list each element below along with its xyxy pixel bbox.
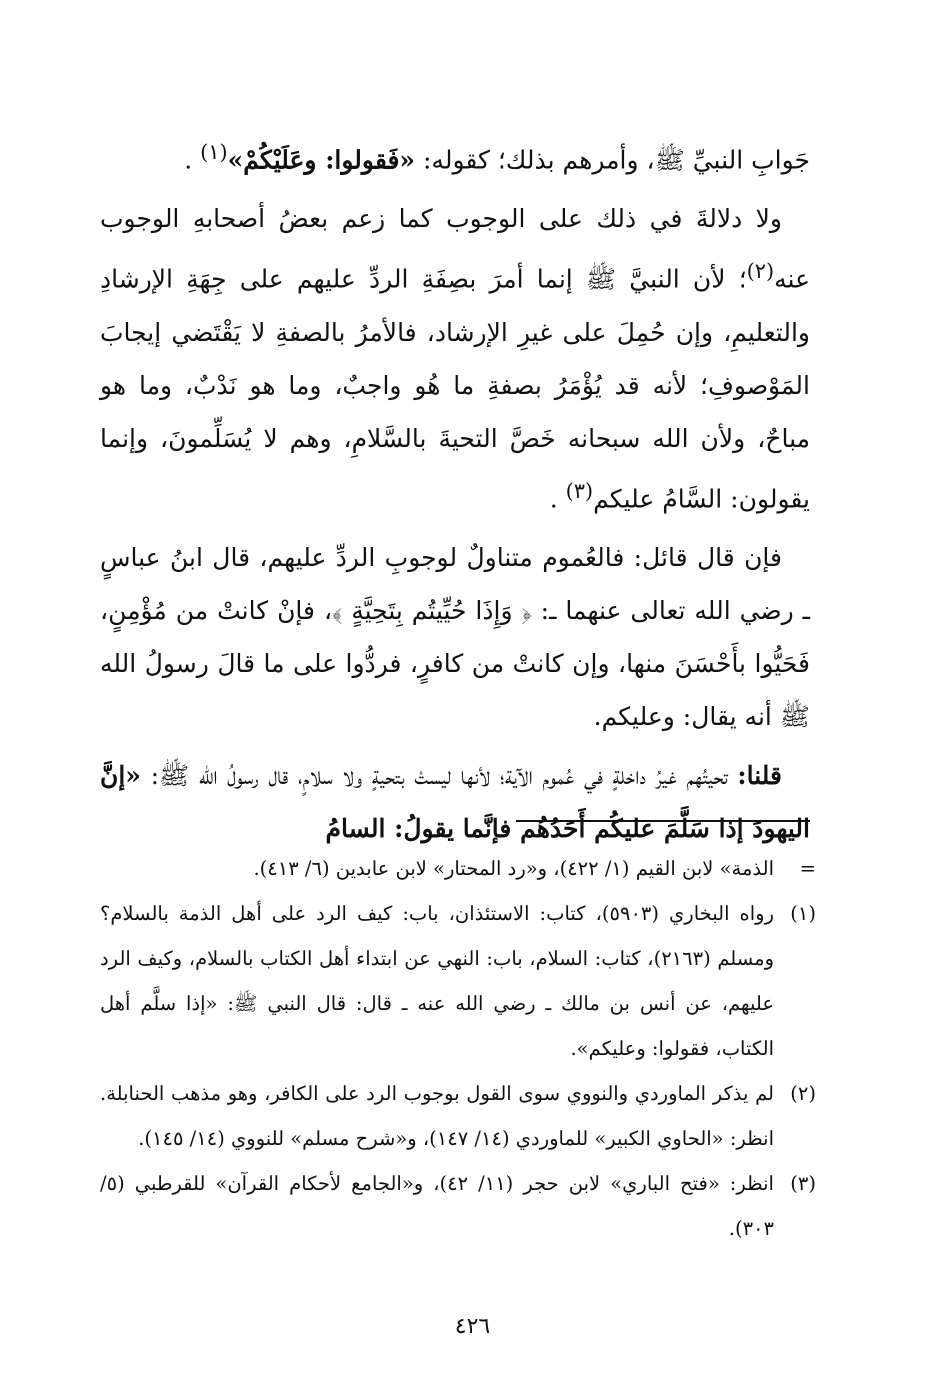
paragraph-2-text-a: ولا دلالةَ في ذلك على الوجوب كما زعم بعضُ أصحابهِ الوجوب عنه (100, 204, 810, 294)
paragraph-4-lead: قلنا: (737, 760, 782, 790)
paragraph-4-text: تحيتُهم غيرُ داخلةٍ في عُموم الآية؛ لأنها ليستْ بتحيةٍ ولا سلامٍ، قال رسولُ الله ﷺ: (140, 760, 738, 790)
footnote-ref-1: (١) (200, 140, 228, 164)
paragraph-1-end: . (184, 145, 201, 175)
footnote-number: = (799, 857, 816, 880)
main-text (100, 126, 810, 855)
footnotes (100, 846, 816, 1251)
paragraph-2-text-b: ؛ لأن النبيَّ ﷺ إنما أمرَ بصِفَةِ الردِّ عليهم على جِهَةِ الإرشادِ والتعليمِ، وإن حُمِلَ على غيرِ الإرشاد، فالأمرُ بالصفةِ لا يَقْتَضي إيجابَ المَوْصوفِ؛ لأنه قد يُؤْمَرُ بصفةِ ما هُو واجبٌ، وما هو نَدْبٌ، وما هو مباحٌ، ولأن الله سبحانه خَصَّ التحيةَ بالسَّلامِ، وهم لا يُسَلِّمونَ، وإنما يقولون: السَّامُ عليكم (100, 264, 810, 513)
footnote-number: (١) (790, 902, 816, 925)
footnote-text: رواه البخاري (٥٩٠٣)، كتاب: الاستئذان، باب: كيف الرد على أهل الذمة بالسلام؟ ومسلم (٢١٦٣)، كتاب: السلام، باب: النهي عن ابتداء أهل الكتاب بالسلام، وكيف الرد عليهم، عن أنس بن مالك ـ رضي الله عنه ـ قال: قال النبي ﷺ: «إذا سلَّم أهل الكتاب، فقولوا: وعليكم». (100, 902, 775, 1060)
footnote-2 (100, 1071, 816, 1161)
page-number: ٤٢٦ (454, 1314, 491, 1339)
footnote-number: (٣) (790, 1172, 816, 1195)
footnote-1 (100, 891, 816, 1071)
paragraph-1-text: جَوابِ النبيِّ ﷺ، وأمرهم بذلك؛ كقوله: (415, 145, 810, 175)
footnote-divider (516, 820, 810, 822)
footnote-text: لم يذكر الماوردي والنووي سوى القول بوجوب الرد على الكافر، وهو مذهب الحنابلة. انظر: «الحاوي الكبير» للماوردي (١٤/ ١٤٧)، و«شرح مسلم» للنووي (١٤/ ١٤٥). (100, 1082, 774, 1150)
footnote-text: الذمة» لابن القيم (١/ ٤٢٢)، و«رد المحتار» لابن عابدين (٦/ ٤١٣). (253, 857, 774, 880)
footnote-ref-3: (٣) (565, 478, 594, 503)
paragraph-2-end: . (549, 483, 566, 513)
hadith-quote-2: «إنَّ اليهودَ إذا سَلَّمَ عليكُم أَحَدُهُم فإنَّما يقولُ: السامُ (100, 760, 810, 843)
paragraph-2 (100, 192, 810, 525)
paragraph-3: فإن قال قائل: فالعُموم متناولٌ لوجوبِ الردِّ عليهم، قال ابنُ عباسٍ ـ رضي الله تعالى عنهما ـ: ﴿ وَإِذَا حُيِّيتُم بِتَحِيَّةٍ ﴾، فإنْ كانتْ من مُؤْمِنٍ، فَحَيُّوا بأَحْسَنَ منها، وإن كانتْ من كافرٍ، فردُّوا على ما قالَ رسولُ الله ﷺ أنه يقال: وعليكم. (100, 542, 810, 731)
hadith-quote: «فَقولوا: وعَلَيْكُمْ» (227, 145, 416, 175)
footnote-3 (100, 1161, 816, 1251)
footnote-number: (٢) (790, 1082, 816, 1105)
footnote-text: انظر: «فتح الباري» لابن حجر (١١/ ٤٢)، و«الجامع لأحكام القرآن» للقرطبي (٥/ ٣٠٣). (100, 1172, 774, 1240)
paragraph-1 (100, 126, 810, 186)
paragraph-4 (100, 749, 810, 855)
footnote-continued (100, 846, 816, 891)
footnote-ref-2: (٢) (746, 259, 775, 284)
